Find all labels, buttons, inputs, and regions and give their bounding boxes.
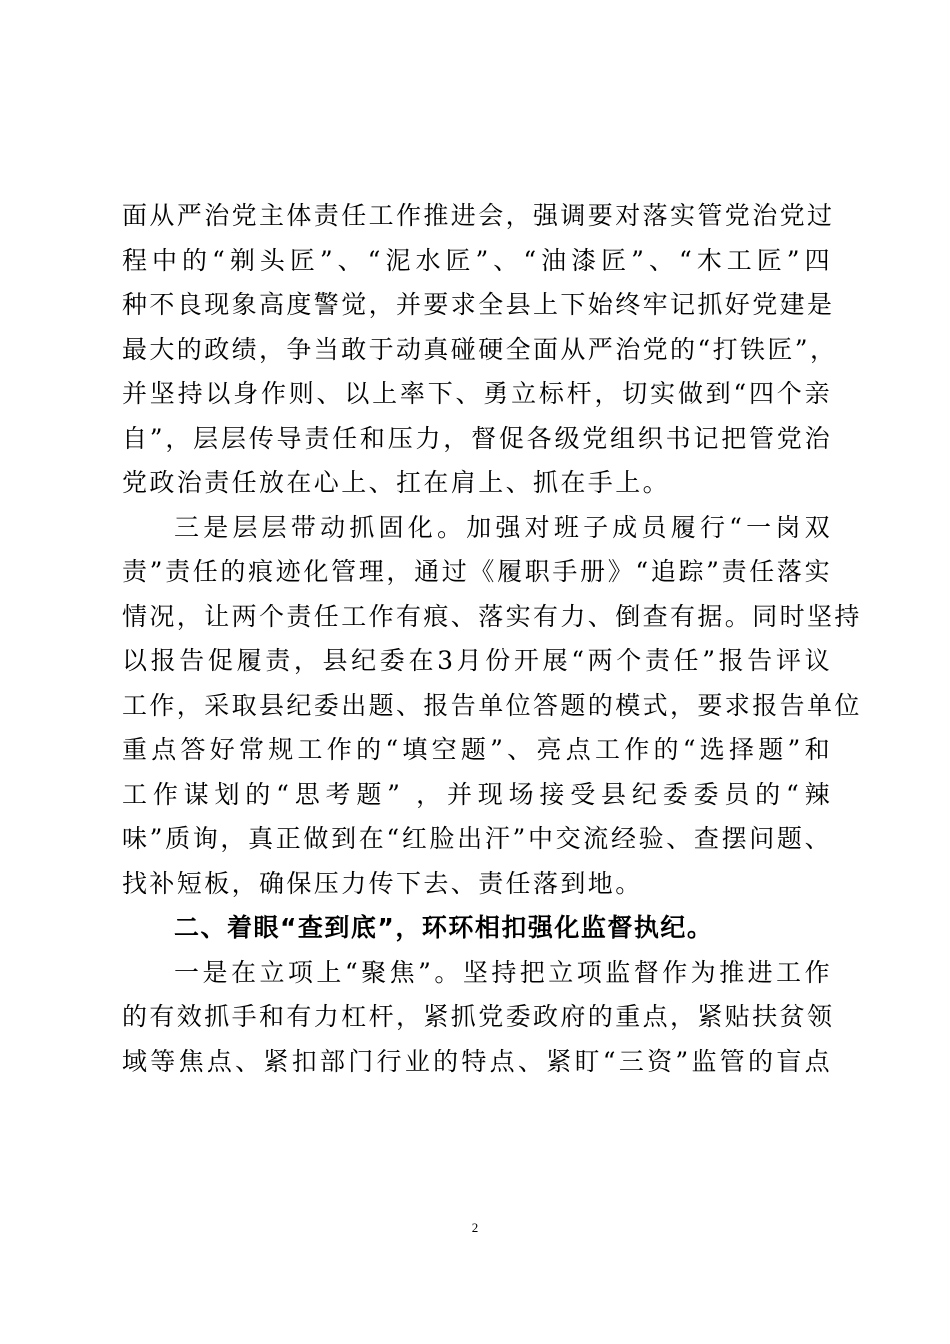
text-line: 最大的政绩，争当敢于动真碰硬全面从严治党的“打铁匠”， — [122, 334, 838, 364]
text-line: 责”责任的痕迹化管理，通过《履职手册》“追踪”责任落实 — [122, 557, 832, 586]
text-line: 工作，采取县纪委出题、报告单位答题的模式，要求报告单位 — [122, 690, 862, 720]
text-line: 找补短板，确保压力传下去、责任落到地。 — [122, 868, 643, 898]
text-line: 党政治责任放在心上、扛在肩上、抓在手上。 — [122, 468, 671, 497]
text-line: 以报告促履责，县纪委在3月份开展“两个责任”报告评议 — [122, 646, 832, 675]
text-line: 情况，让两个责任工作有痕、落实有力、倒查有据。同时坚持 — [122, 601, 862, 631]
text-line: 重点答好常规工作的“填空题”、亮点工作的“选择题”和 — [122, 735, 832, 764]
text-line: 域等焦点、紧扣部门行业的特点、紧盯“三资”监管的盲点 — [122, 1046, 832, 1076]
paragraph-first-line: 三是层层带动抓固化。加强对班子成员履行“一岗双 — [174, 512, 832, 542]
body-text — [122, 194, 862, 1084]
text-line: 种不良现象高度警觉，并要求全县上下始终牢记抓好党建是 — [122, 290, 835, 319]
section-heading: 二、着眼“查到底”，环环相扣强化监督执纪。 — [174, 913, 714, 942]
text-line: 面从严治党主体责任工作推进会，强调要对落实管党治党过 — [122, 201, 835, 230]
page-number: 2 — [471, 1220, 479, 1235]
text-line: 自”，层层传导责任和压力，督促各级党组织书记把管党治 — [122, 423, 832, 453]
paragraph-first-line: 一是在立项上“聚焦”。坚持把立项监督作为推进工作 — [174, 957, 832, 987]
text-line: 并坚持以身作则、以上率下、勇立标杆，切实做到“四个亲 — [122, 379, 832, 408]
text-line: 的有效抓手和有力杠杆，紧抓党委政府的重点，紧贴扶贫领 — [122, 1002, 835, 1031]
text-line: 程中的“剃头匠”、“泥水匠”、“油漆匠”、“木工匠”四 — [122, 245, 832, 275]
text-line: 工作谋划的“思考题” ，并现场接受县纪委委员的“辣 — [122, 779, 832, 809]
text-line: 味”质询，真正做到在“红脸出汗”中交流经验、查摆问题、 — [122, 824, 832, 853]
